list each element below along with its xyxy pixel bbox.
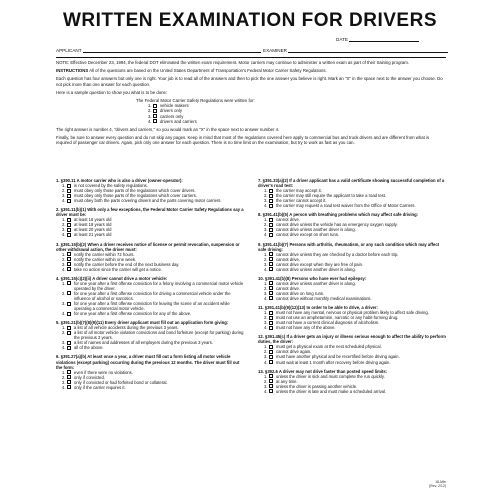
regulation-section: §391.21(b)(7)(8)(9)(11) (60, 320, 104, 326)
applicant-field[interactable] (56, 48, 261, 53)
question-text: If a driver applicant has a valid certificate showing successful completion of a driver's road test: (258, 178, 445, 189)
option-number: 1. (264, 344, 268, 350)
answer-option (258, 325, 446, 330)
examiner-field[interactable] (263, 48, 448, 53)
option-text: must get a physical exam at the next scheduled physical. (276, 344, 382, 350)
option-text: cannot drive on long runs. (276, 290, 325, 296)
form-revision: (Rev. 2/12) (428, 484, 446, 488)
option-text: must obey both the parts covering drivers and the parts covering motor carriers. (74, 198, 222, 204)
option-number: 3. (264, 227, 268, 233)
option-number: 3. (264, 383, 268, 389)
option-text: cannot drive. (276, 285, 300, 291)
sample-question (136, 98, 446, 124)
option-number: 3. (62, 301, 66, 307)
option-number: 1. (62, 280, 66, 286)
answer-checkbox[interactable] (269, 257, 273, 261)
question-number: 2. (56, 207, 60, 213)
option-number: 2. (264, 315, 268, 321)
question-number: 5. (56, 320, 60, 326)
option-text: even if there were no violations. (74, 369, 133, 375)
option-text: cannot drive unless another driver is along. (276, 266, 356, 272)
option-text: cannot drive except on short runs. (276, 232, 340, 238)
option-number: 4. (62, 198, 66, 204)
question-text: In order to be able to drive, a driver: (306, 305, 378, 311)
answer-checkbox[interactable] (269, 350, 273, 354)
question-stem (258, 178, 446, 188)
question-text: At least once a year, a driver must fill out a form listing all motor vehicle violations (except parking) occurring during the previous 12 months. The driver must fill out the form: (56, 354, 240, 370)
answer-checkbox[interactable] (67, 189, 71, 193)
option-text: must obey only those parts of the regulations which cover drivers. (74, 188, 196, 194)
applicant-label: APPLICANT (56, 48, 82, 53)
answer-option (56, 385, 244, 390)
option-text: all of the above. (74, 345, 104, 351)
question-item (56, 242, 244, 272)
answer-checkbox[interactable] (269, 262, 273, 266)
answer-checkbox[interactable] (67, 341, 71, 345)
option-number: 3. (264, 198, 268, 204)
question-text: A motor carrier who is also a driver (owner-operator): (76, 178, 183, 183)
option-text: a list of all motor vehicle violation convictions and bond forfeiture (except for parking) during the previous 3 years. (74, 330, 244, 341)
option-number: 4. (264, 203, 268, 209)
answer-checkbox[interactable] (269, 360, 273, 364)
option-number: 4. (62, 232, 66, 238)
option-text: a list of names and addresses of all employers during the previous 3 years. (74, 340, 213, 346)
answer-checkbox[interactable] (67, 267, 71, 271)
answer-checkbox[interactable] (269, 223, 273, 227)
question-text: If a driver gets an injury or illness serious enough to affect the ability to perform duties, the driver: (258, 334, 446, 345)
option-text: only if convicted or had forfeited bond or collateral. (74, 379, 168, 385)
answer-checkbox[interactable] (67, 228, 71, 232)
question-number: 12. (258, 334, 264, 340)
answer-option (258, 296, 446, 301)
answer-checkbox[interactable] (269, 194, 273, 198)
answer-method-text: Each question has four answers but only one is right. Your job is to read all of the answers and then to pick the one answer you believe is right. Mark an "X" in the space next to the answer you choose. Do not pick more than one answer for each question. (56, 76, 443, 87)
option-number: 2. (62, 222, 66, 228)
date-label: DATE (336, 37, 348, 42)
answer-checkbox[interactable] (67, 346, 71, 350)
option-number: 1. (264, 310, 268, 316)
instructions-paragraph (56, 68, 446, 73)
answer-checkbox[interactable] (67, 281, 71, 285)
option-text: must not use an amphetamine, narcotic or any habit-forming drug. (276, 315, 399, 321)
date-field[interactable] (336, 37, 419, 42)
option-number: 4. (264, 325, 268, 331)
answer-option (258, 360, 446, 365)
question-item (258, 276, 446, 301)
sample-intro-text: Here is a sample question to show you what is to be done: (56, 89, 168, 95)
question-item (56, 320, 244, 350)
divider (56, 57, 446, 58)
option-text: cannot drive. (276, 217, 300, 223)
option-text: the carrier may request a road test waiver from the Office of Motor Carriers. (276, 203, 416, 209)
option-number: 2. (62, 290, 66, 296)
question-number: 11. (258, 305, 264, 311)
instructions-label: INSTRUCTIONS (56, 68, 89, 74)
answer-checkbox[interactable] (269, 355, 273, 359)
question-number: 13. (258, 368, 264, 374)
sample-stem: The Federal Motor Carrier Safety Regulations were written for: (136, 98, 255, 104)
answer-checkbox[interactable] (269, 345, 273, 349)
question-text: A driver cannot drive a motor vehicle: (92, 275, 168, 281)
question-text: Persons who have ever had epilepsy: (291, 275, 367, 281)
answer-checkbox[interactable] (269, 252, 273, 256)
option-text: only if convicted. (74, 374, 105, 380)
answer-checkbox[interactable] (67, 199, 71, 203)
option-text: cannot drive except when they are free of pain. (276, 261, 364, 267)
option-number: 3. (62, 379, 66, 385)
regulation-section: §391.15(c)(2)(ii) (60, 275, 92, 281)
question-stem (56, 207, 244, 217)
answer-option (258, 267, 446, 272)
option-text: cannot drive again. (276, 349, 312, 355)
question-text: When a driver receives notice of license or permit revocation, suspension or other withdrawal action, the driver must: (56, 241, 240, 252)
answer-checkbox[interactable] (269, 204, 273, 208)
option-text: must not have any of the above. (276, 325, 336, 331)
option-text: at least 16 years old (74, 217, 112, 223)
answer-checkbox[interactable] (67, 302, 71, 306)
option-text: at least 20 years old (74, 227, 112, 233)
examiner-line[interactable] (288, 48, 448, 53)
option-number: 3. (264, 261, 268, 267)
option-text: vehicle makers (160, 103, 189, 109)
option-number: 1. (62, 251, 66, 257)
question-item (56, 276, 244, 316)
question-text: Persons with arthritis, rheumatism, or any such condition which may affect safe driving: (258, 241, 440, 252)
sample-options (136, 103, 446, 124)
regulation-section: §391.15(b)(2) (60, 241, 87, 247)
option-number: 4. (264, 266, 268, 272)
form-number: 18-Mfe (435, 480, 446, 484)
option-text: unless the driver is late and must make a scheduled arrival. (276, 388, 387, 394)
question-item (258, 369, 446, 394)
option-text: a list of all vehicle accidents during the previous 3 years. (74, 325, 179, 331)
option-number: 3. (264, 320, 268, 326)
answer-checkbox[interactable] (67, 385, 71, 389)
option-number: 2. (148, 108, 152, 114)
question-number: 4. (56, 275, 60, 281)
answer-checkbox[interactable] (67, 194, 71, 198)
option-number: 2. (264, 256, 268, 262)
regulation-section: §390.11 (60, 178, 76, 183)
option-number: 3. (62, 227, 66, 233)
answer-checkbox[interactable] (269, 286, 273, 290)
option-text: must not have any mental, nervous or physical problem likely to affect safe driving. (276, 310, 429, 316)
answer-checkbox[interactable] (67, 380, 71, 384)
option-text: cannot drive unless they are checked by a doctor before each trip. (276, 251, 399, 257)
option-text: notify the carrier before the end of the next business day. (74, 261, 180, 267)
answer-checkbox[interactable] (269, 267, 273, 271)
answer-option (56, 281, 244, 291)
sample-option (136, 119, 446, 124)
note-text: NOTE: Effective December 23, 1994, the federal DOT eliminated the written exam requirement. Motor carriers may continue to administer a written exam as part of their training program. (56, 60, 410, 65)
option-number: 4. (62, 311, 66, 317)
regulation-section: §391.41(b)(5) (262, 212, 289, 218)
answer-checkbox[interactable] (269, 384, 273, 388)
regulation-section: §391.41(b)(7) (262, 241, 289, 247)
answer-checkbox[interactable] (67, 291, 71, 295)
question-item (258, 178, 446, 208)
answer-checkbox[interactable] (269, 311, 273, 315)
option-number: 3. (62, 193, 66, 199)
answer-checkbox[interactable] (153, 114, 157, 118)
option-number: 2. (62, 330, 66, 336)
option-number: 1. (62, 183, 66, 189)
answer-checkbox[interactable] (269, 228, 273, 232)
question-item (56, 178, 244, 203)
option-number: 2. (264, 222, 268, 228)
question-item (258, 334, 446, 364)
answer-checkbox[interactable] (67, 257, 71, 261)
option-text: unless the driver is passing another vehicle. (276, 383, 358, 389)
answer-checkbox[interactable] (269, 389, 273, 393)
question-number: 3. (56, 241, 60, 247)
option-text: cannot drive unless another driver is along. (276, 280, 356, 286)
answer-checkbox[interactable] (67, 233, 71, 237)
option-text: the carrier may accept it. (276, 188, 322, 194)
questions-right-column (258, 178, 446, 483)
option-text: carriers only (160, 113, 184, 119)
question-text: Every driver applicant must fill out an application form giving: (104, 320, 229, 326)
answer-checkbox[interactable] (67, 223, 71, 227)
answer-checkbox[interactable] (269, 374, 273, 378)
option-number: 4. (264, 232, 268, 238)
regulation-section: §391.27(a)(b) (60, 354, 87, 360)
option-text: the carrier cannot accept it. (276, 198, 327, 204)
answer-checkbox[interactable] (269, 321, 273, 325)
question-item (56, 207, 244, 237)
examiner-label: EXAMINER (263, 48, 287, 53)
option-number: 4. (148, 118, 152, 124)
instructions-block (56, 60, 446, 149)
answer-checkbox[interactable] (67, 375, 71, 379)
answer-checkbox[interactable] (67, 262, 71, 266)
option-number: 1. (62, 217, 66, 223)
option-number: 2. (264, 378, 268, 384)
option-number: 3. (264, 354, 268, 360)
option-number: 3. (62, 340, 66, 346)
question-stem (258, 334, 446, 344)
question-number: 9. (258, 241, 262, 247)
question-number: 10. (258, 275, 264, 281)
option-number: 2. (62, 374, 66, 380)
option-text: for one year after a first offense conviction for a felony involving a commercial motor vehicle operated by the driver. (74, 280, 244, 291)
answer-checkbox[interactable] (67, 331, 71, 335)
answer-option (56, 311, 244, 316)
form-footer (429, 480, 446, 488)
option-text: cannot drive unless another driver is along. (276, 227, 356, 233)
option-number: 1. (148, 103, 152, 109)
option-number: 3. (148, 113, 152, 119)
option-number: 2. (62, 188, 66, 194)
option-text: the carrier may still require the applicant to take a road test. (276, 193, 387, 199)
answer-option (258, 232, 446, 237)
option-number: 3. (62, 261, 66, 267)
regulation-section: §391.45(c) (265, 334, 286, 340)
option-number: 4. (264, 359, 268, 365)
question-number: 8. (258, 212, 262, 218)
answer-option (56, 330, 244, 340)
instructions-text: All of the questions are based on the United States Department of Transportation's Federal Motor Carrier Safety Regulations. (89, 68, 327, 74)
answer-checkbox[interactable] (269, 296, 273, 300)
option-number: 1. (264, 217, 268, 223)
option-text: is not covered by the safety regulations. (74, 183, 148, 189)
option-text: must obey only those parts of the regulations which cover carriers. (74, 193, 197, 199)
option-number: 4. (62, 345, 66, 351)
option-number: 1. (264, 280, 268, 286)
question-text: A person with breathing problems which may affect safe driving: (289, 212, 419, 218)
option-text: cannot drive without monthly medical examinations. (276, 295, 372, 301)
option-text: cannot drive. (276, 256, 300, 262)
answer-option (56, 345, 244, 350)
answer-checkbox[interactable] (269, 281, 273, 285)
answer-option (56, 198, 244, 203)
option-text: for one year after a first offense conviction for any of the above. (74, 311, 192, 317)
answer-checkbox[interactable] (67, 184, 71, 188)
answer-checkbox[interactable] (153, 119, 157, 123)
question-stem (56, 354, 244, 369)
option-text: unless the driver is sick and must complete the run quickly. (276, 373, 385, 379)
question-item (258, 305, 446, 330)
answer-option (56, 301, 244, 311)
date-line[interactable] (349, 37, 419, 42)
answer-checkbox[interactable] (67, 312, 71, 316)
option-text: cannot drive unless the vehicle has an emergency oxygen supply. (276, 222, 398, 228)
answer-checkbox[interactable] (67, 252, 71, 256)
answer-checkbox[interactable] (67, 370, 71, 374)
question-number: 6. (56, 354, 60, 360)
option-number: 1. (62, 369, 66, 375)
answer-checkbox[interactable] (269, 291, 273, 295)
option-number: 1. (264, 188, 268, 194)
answer-option (258, 389, 446, 394)
option-number: 4. (264, 295, 268, 301)
question-number: 7. (258, 178, 262, 183)
option-text: for one year after a first offense conviction for leaving the scene of an accident while operating a commercial motor vehicle. (74, 301, 230, 312)
answer-option (56, 267, 244, 272)
questions-area (56, 178, 446, 483)
option-text: must wait at least 1 month after recovery before driving again. (276, 359, 391, 365)
option-text: notify the carrier within 72 hours. (74, 251, 135, 257)
question-number: 1. (56, 178, 60, 183)
regulation-section: §391.41(b)(9)(12)(13) (264, 305, 306, 311)
option-number: 2. (264, 285, 268, 291)
option-number: 2. (264, 349, 268, 355)
option-number: 2. (62, 256, 66, 262)
regulation-section: §391.41(b)(8) (265, 275, 291, 281)
option-text: drivers only (160, 108, 182, 114)
final-instructions-text: Finally, be sure to answer every question and do not skip any pages. Keep in mind that most of the regulations covered here apply to commercial bus and truck drivers and are different from what is required of passenger car drivers. Again, pick only one answer for each question. There is no time limit on the examination, but try to work as fast as you can. (56, 135, 430, 146)
option-text: for one year after a first offense conviction for driving a commercial vehicle under the influence of alcohol or narcotics. (74, 290, 231, 301)
option-number: 4. (62, 384, 66, 390)
question-stem (258, 242, 446, 252)
questions-left-column (56, 178, 244, 483)
answer-checkbox[interactable] (269, 189, 273, 193)
question-stem (56, 242, 244, 252)
answer-checkbox[interactable] (67, 218, 71, 222)
answer-option (56, 291, 244, 301)
question-item (258, 242, 446, 272)
question-item (56, 354, 244, 389)
option-text: must have another physical and be recertified before driving again. (276, 354, 400, 360)
answer-checkbox[interactable] (269, 379, 273, 383)
option-text: at least 18 years old (74, 222, 112, 228)
option-text: at any time. (276, 378, 298, 384)
option-text: only if the carrier requires it. (74, 384, 126, 390)
option-number: 1. (62, 325, 66, 331)
option-number: 3. (264, 290, 268, 296)
answer-checkbox[interactable] (153, 104, 157, 108)
question-text: A driver may not drive faster than posted speed limits: (278, 368, 388, 374)
page-title: WRITTEN EXAMINATION FOR DRIVERS (62, 10, 438, 31)
option-number: 1. (264, 373, 268, 379)
answer-checkbox[interactable] (153, 109, 157, 113)
sample-answer-text: The right answer is number 4, "drivers and carriers," so you would mark an "X" in the space next to answer number 4. (56, 127, 280, 133)
question-text: With only a few exceptions, the Federal Motor Carrier Safety Regulations say a driver must be: (56, 207, 244, 218)
option-number: 1. (264, 251, 268, 257)
option-number: 2. (264, 193, 268, 199)
answer-option (56, 232, 244, 237)
option-text: take no action since the carrier will get a notice. (74, 266, 162, 272)
answer-checkbox[interactable] (269, 233, 273, 237)
option-text: drivers and carriers (160, 118, 197, 124)
applicant-line[interactable] (83, 48, 261, 53)
answer-checkbox[interactable] (67, 326, 71, 330)
answer-checkbox[interactable] (269, 326, 273, 330)
answer-checkbox[interactable] (269, 218, 273, 222)
question-item (258, 212, 446, 237)
option-text: notify the carrier within one week. (74, 256, 137, 262)
regulation-section: §392.6 (265, 368, 278, 374)
option-number: 4. (62, 266, 66, 272)
answer-option (258, 203, 446, 208)
option-number: 4. (264, 388, 268, 394)
answer-checkbox[interactable] (269, 199, 273, 203)
option-text: must not have a current clinical diagnosis of alcoholism. (276, 320, 380, 326)
regulation-section: §391.33(a)(2) (262, 178, 289, 183)
regulation-section: §391.11(b)(1) (60, 207, 87, 213)
answer-checkbox[interactable] (269, 316, 273, 320)
option-text: at least 21 years old (74, 232, 112, 238)
